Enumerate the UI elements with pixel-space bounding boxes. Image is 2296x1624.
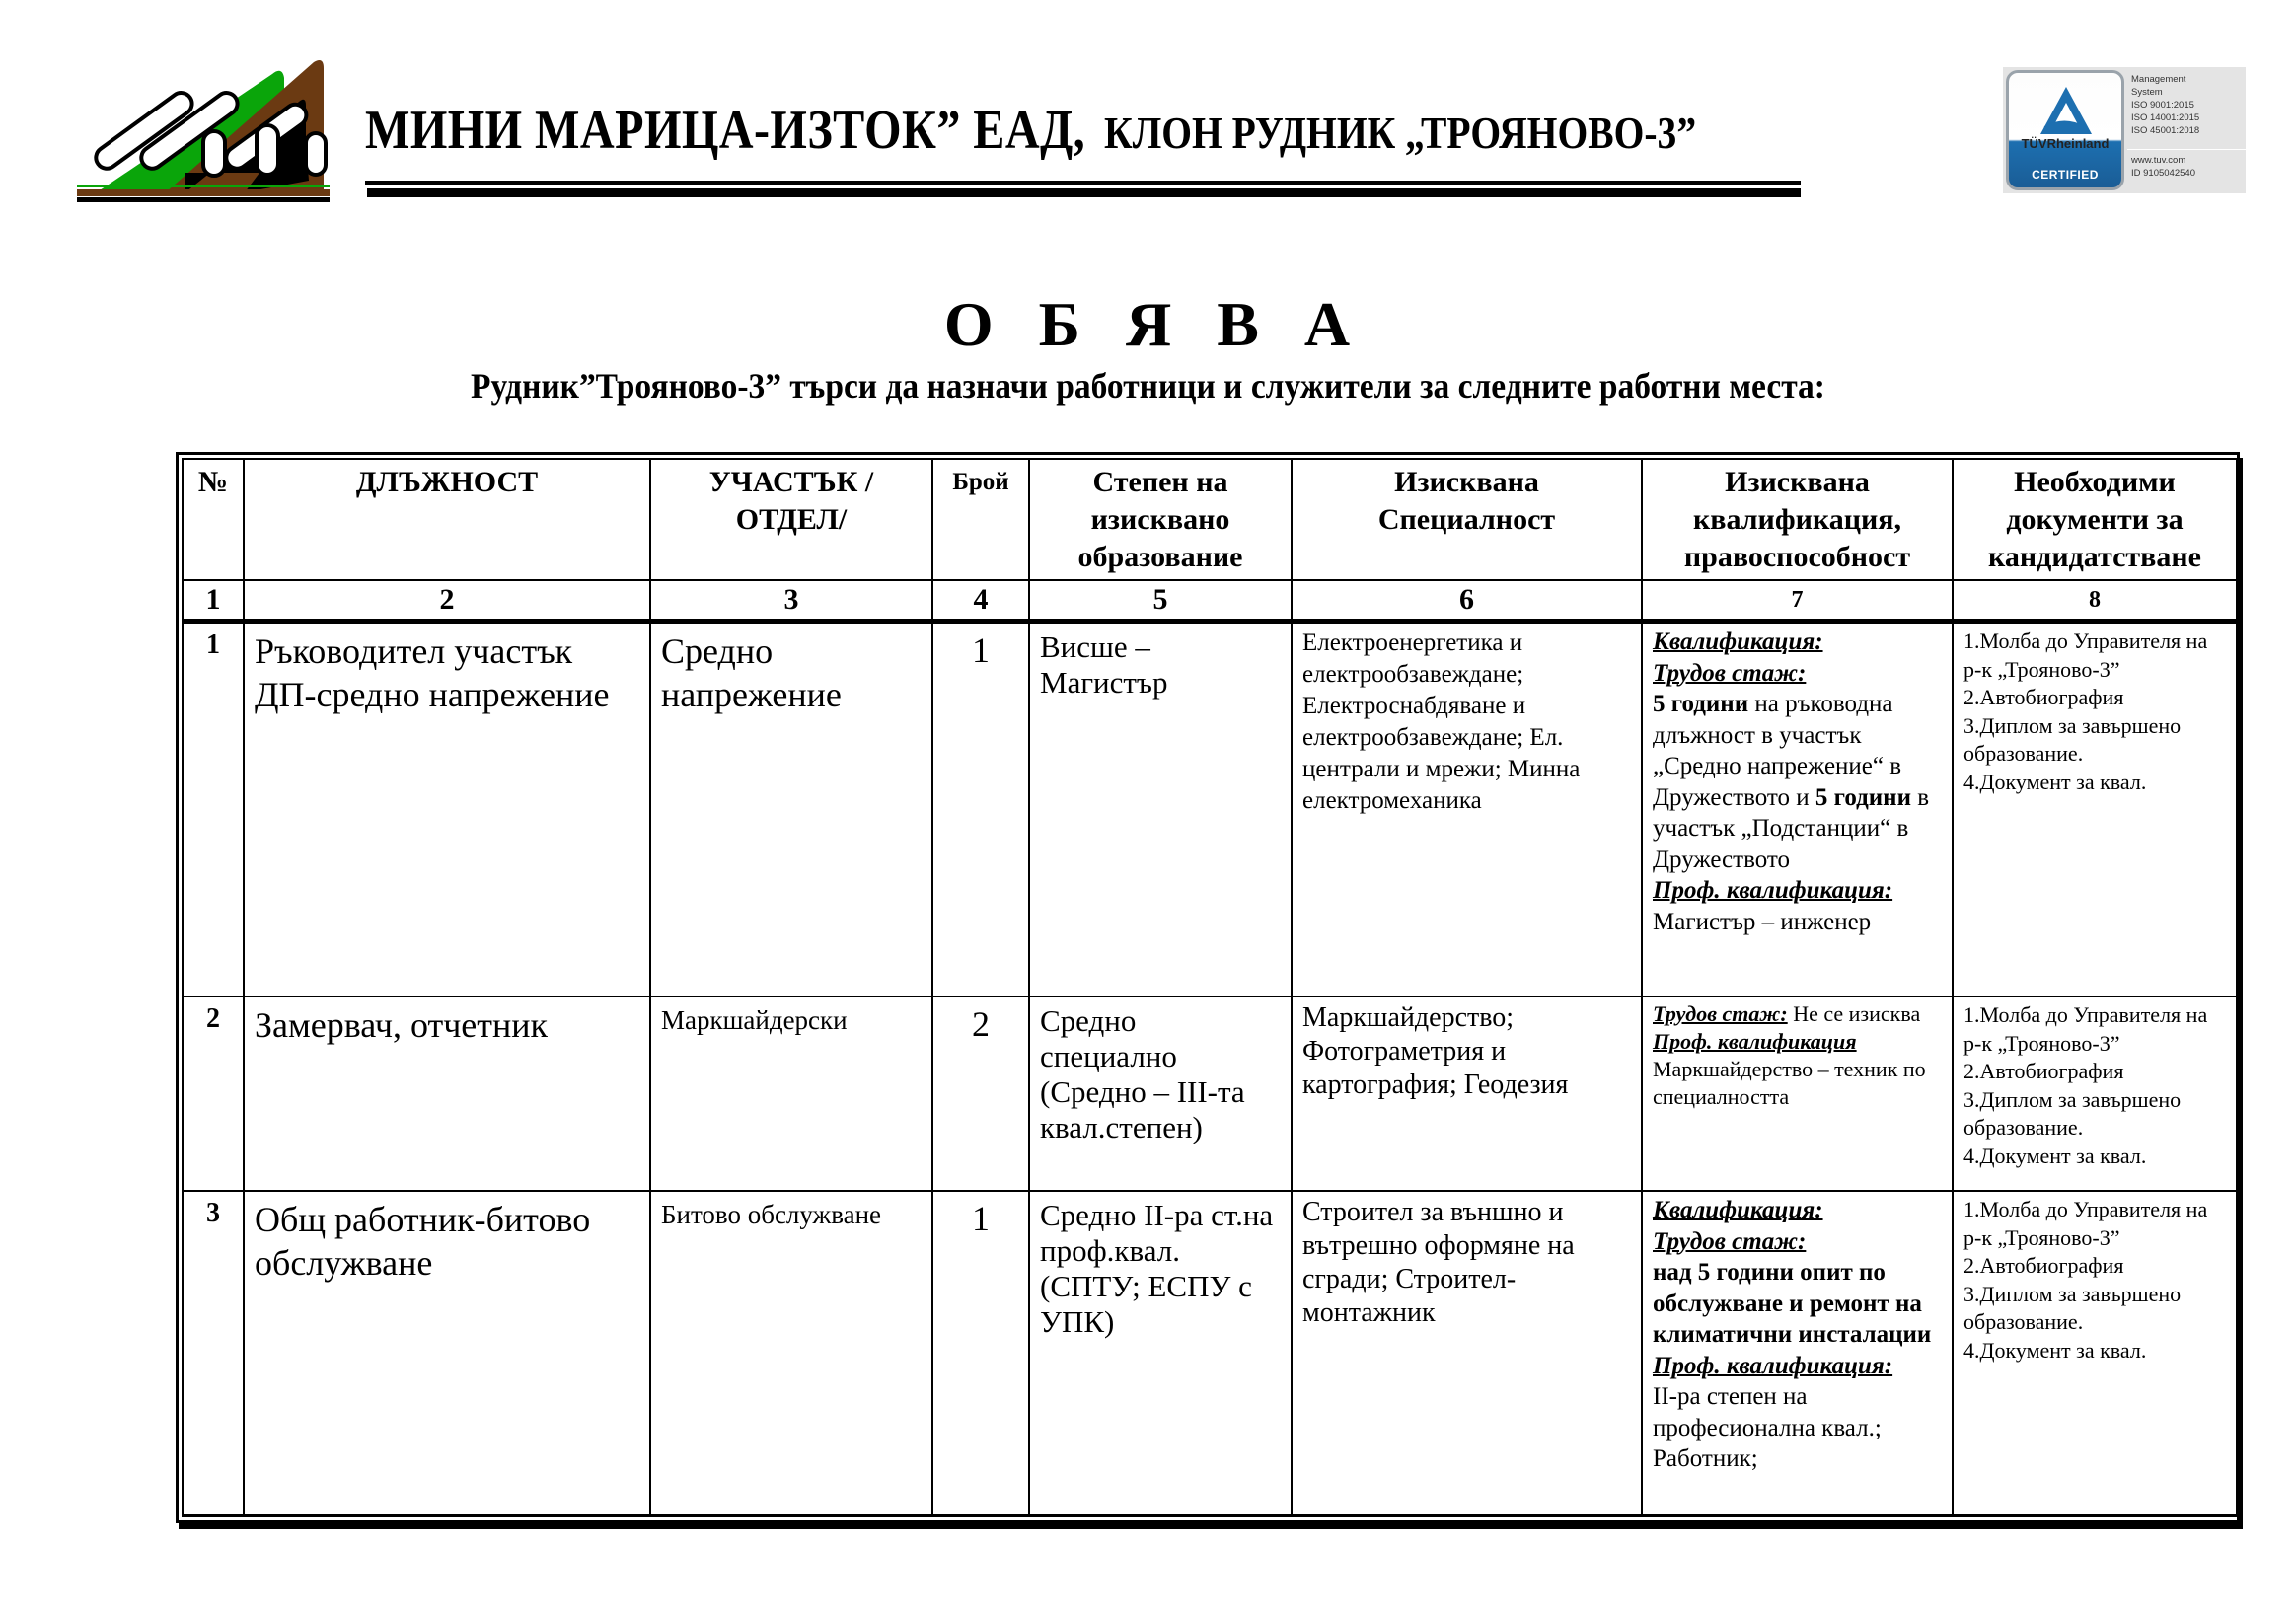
tuv-separator: [2127, 149, 2246, 150]
qualification-cell: [1642, 997, 1953, 1191]
row-number: 3: [183, 1191, 244, 1516]
document-item: 4.Документ за квал.: [1963, 1143, 2147, 1168]
qualification-cell: [1642, 622, 1953, 997]
tuv-info-line: ISO 45001:2018: [2131, 125, 2200, 136]
specialty-cell: Електроенергетика и електрообзавеждане; Електроснабдяване и електрообзавеждане; Ел. централи и мрежи; Минна електромеханика: [1292, 622, 1642, 997]
document-item: 4.Документ за квал.: [1963, 1337, 2147, 1363]
header-position: ДЛЪЖНОСТ: [244, 459, 650, 580]
tuv-info-line: ISO 14001:2015: [2131, 112, 2200, 123]
qualification-cell: [1642, 1191, 1953, 1516]
education-cell: Средно специално (Средно – III-та квал.степен): [1029, 997, 1292, 1191]
department-cell: Битово обслужване: [650, 1191, 932, 1516]
experience-label: Трудов стаж:: [1653, 659, 1807, 687]
document-item: 2.Автобиография: [1963, 1253, 2124, 1278]
company-name: [365, 99, 1696, 162]
experience-detail: на ръководна длъжност в участък „Средно напрежение“ в Дружеството и: [1653, 691, 1902, 811]
document-title: [0, 288, 2296, 361]
branch-name: КЛОН РУДНИК „ТРОЯНОВО-3”: [1104, 108, 1697, 158]
experience-detail: над 5 години опит по обслужване и ремонт на климатични инсталации: [1653, 1259, 1932, 1348]
prof-qualification-value: Маркшайдерство – техник по специалността: [1653, 1057, 1926, 1109]
education-cell: Висше – Магистър: [1029, 622, 1292, 997]
qualification-label: Квалификация:: [1653, 1197, 1823, 1223]
count-cell: 1: [932, 1191, 1029, 1516]
column-number: 3: [650, 580, 932, 622]
document-item: 3.Диплом за завършено образование.: [1963, 1086, 2182, 1140]
documents-cell: [1953, 997, 2237, 1191]
title-letter: А: [1303, 289, 1353, 359]
header-specialty: Изисквана Специалност: [1292, 459, 1642, 580]
row-number: 2: [183, 997, 244, 1191]
header-count: Брой: [932, 459, 1029, 580]
column-number: 5: [1029, 580, 1292, 622]
column-number: 4: [932, 580, 1029, 622]
tuv-certified-label: CERTIFIED: [2032, 168, 2099, 182]
experience-detail: в участък „Подстанции“ в Дружеството: [1653, 783, 1930, 873]
tuv-brand: TÜVRheinland: [2021, 136, 2110, 151]
position-cell: Общ работник-битово обслужване: [244, 1191, 650, 1516]
tuv-certification-mark: [2003, 67, 2246, 193]
qualification-label: Квалификация:: [1653, 628, 1823, 655]
tuv-badge: [2006, 70, 2124, 190]
document-item: 2.Автобиография: [1963, 1059, 2124, 1083]
document-item: 2.Автобиография: [1963, 685, 2124, 709]
title-letter: О: [943, 289, 996, 359]
header-divider-thick: [367, 188, 1801, 197]
header-documents: Необходими документи за кандидатстване: [1953, 459, 2237, 580]
table-header-row: [183, 459, 2237, 580]
count-cell: 1: [932, 622, 1029, 997]
document-item: 1.Молба до Управителя на р-к „Трояново-3”: [1963, 1002, 2208, 1056]
header-department: УЧАСТЪК /ОТДЕЛ/: [650, 459, 932, 580]
education-cell: Средно II-ра ст.на проф.квал. (СПТУ; ЕСПУ с УПК): [1029, 1191, 1292, 1516]
company-name-main: МИНИ МАРИЦА-ИЗТОК” ЕАД,: [365, 100, 1086, 161]
tuv-info-line: ISO 9001:2015: [2131, 100, 2194, 111]
title-letter: В: [1217, 289, 1261, 359]
column-number: 6: [1292, 580, 1642, 622]
company-logo-icon: [77, 54, 330, 202]
tuv-info: [2131, 73, 2242, 180]
experience-label: Трудов стаж:: [1653, 1001, 1788, 1026]
table-row: [183, 622, 2237, 997]
document-item: 3.Диплом за завършено образование.: [1963, 712, 2182, 766]
header-divider: [365, 181, 1801, 185]
column-number: 7: [1642, 580, 1953, 622]
document-item: 3.Диплом за завършено образование.: [1963, 1281, 2182, 1334]
document-item: 4.Документ за квал.: [1963, 769, 2147, 794]
specialty-cell: Строител за външно и вътрешно оформяне на сгради; Строител-монтажник: [1292, 1191, 1642, 1516]
prof-qualification-label: Проф. квалификация:: [1653, 877, 1893, 904]
document-item: 1.Молба до Управителя на р-к „Трояново-3”: [1963, 628, 2208, 682]
document-subtitle: Рудник”Трояново-3” търси да назначи работници и служители за следните работни места:: [471, 366, 1825, 406]
column-number: 8: [1953, 580, 2237, 622]
tuv-triangle-icon: [2038, 85, 2094, 136]
vacancies-table: [176, 452, 2240, 1523]
experience-text: [1653, 1000, 1942, 1028]
experience-text: [1653, 689, 1942, 875]
table-row: [183, 997, 2237, 1191]
experience-years: 5 години: [1815, 783, 1911, 811]
experience-years: 5 години: [1653, 691, 1749, 717]
table-row: [183, 1191, 2237, 1516]
specialty-cell: Маркшайдерство; Фотограметрия и картография; Геодезия: [1292, 997, 1642, 1191]
tuv-info-line: System: [2131, 87, 2163, 98]
header-qualification: Изисквана квалификация, правоспособност: [1642, 459, 1953, 580]
document-item: 1.Молба до Управителя на р-к „Трояново-3”: [1963, 1197, 2208, 1250]
title-letter: Б: [1038, 289, 1082, 359]
experience-label: Трудов стаж:: [1653, 1227, 1807, 1255]
column-number: 1: [183, 580, 244, 622]
position-cell: Ръководител участък ДП-средно напрежение: [244, 622, 650, 997]
tuv-web: www.tuv.com: [2131, 155, 2186, 166]
header-no: №: [183, 459, 244, 580]
prof-qualification-label: Проф. квалификация:: [1653, 1352, 1893, 1379]
title-letter: Я: [1125, 289, 1174, 359]
row-number: 1: [183, 622, 244, 997]
column-number-row: [183, 580, 2237, 622]
count-cell: 2: [932, 997, 1029, 1191]
department-cell: Маркшайдерски: [650, 997, 932, 1191]
prof-qualification-value: Магистър – инженер: [1653, 908, 1872, 935]
documents-cell: [1953, 1191, 2237, 1516]
tuv-id: ID 9105042540: [2131, 168, 2195, 179]
position-cell: Замервач, отчетник: [244, 997, 650, 1191]
prof-qualification-value: II-ра степен на професионална квал.; Работник;: [1653, 1383, 1882, 1472]
tuv-info-line: Management: [2131, 74, 2186, 85]
department-cell: Средно напрежение: [650, 622, 932, 997]
header-education: Степен на изисквано образование: [1029, 459, 1292, 580]
documents-cell: [1953, 622, 2237, 997]
column-number: 2: [244, 580, 650, 622]
prof-qualification-label: Проф. квалификация: [1653, 1029, 1857, 1054]
experience-detail: Не се изисква: [1787, 1001, 1921, 1026]
